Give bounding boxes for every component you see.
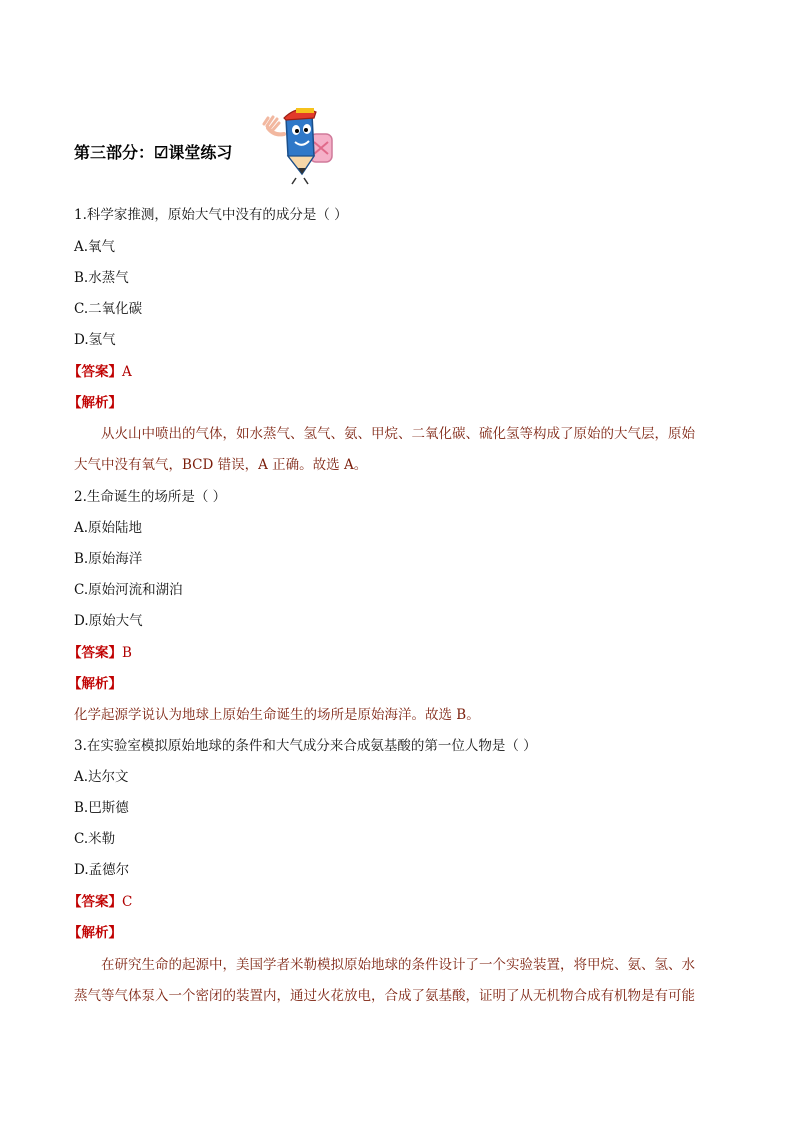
question-3-option-b: B.巴斯德 — [74, 800, 129, 816]
analysis-label: 【解析】 — [68, 676, 122, 692]
question-1-analysis-label — [68, 394, 122, 412]
answer-value: B — [122, 645, 132, 661]
question-1-option-a: A.氧气 — [74, 239, 116, 255]
analysis-text-line-2: 大气中没有氧气，BCD 错误，A 正确。故选 A。 — [74, 457, 368, 473]
section-title: 第三部分：☑课堂练习 — [74, 142, 233, 162]
answer-label: 【答案】 — [68, 364, 122, 380]
question-2-option-b: B.原始海洋 — [74, 551, 143, 567]
question-1-option-b: B.水蒸气 — [74, 270, 129, 286]
question-2-analysis: 化学起源学说认为地球上原始生命诞生的场所是原始海洋。故选 B。 — [74, 707, 480, 723]
answer-label: 【答案】 — [68, 645, 122, 661]
question-3-analysis — [74, 950, 716, 1012]
question-3-option-d: D.孟德尔 — [74, 862, 130, 878]
question-2-answer — [68, 644, 132, 662]
question-3-stem: 3.在实验室模拟原始地球的条件和大气成分来合成氨基酸的第一位人物是（ ） — [74, 738, 537, 754]
question-2-stem: 2.生命诞生的场所是（ ） — [74, 489, 227, 505]
question-2-option-a: A.原始陆地 — [74, 520, 143, 536]
question-3-analysis-label — [68, 924, 122, 942]
section-header — [74, 136, 232, 166]
question-2-analysis-label — [68, 675, 122, 693]
question-3-option-a: A.达尔文 — [74, 769, 129, 785]
answer-label: 【答案】 — [68, 894, 122, 910]
question-1-option-c: C.二氧化碳 — [74, 301, 143, 317]
answer-value: C — [122, 894, 133, 910]
question-2-option-d: D.原始大气 — [74, 613, 143, 629]
analysis-label: 【解析】 — [68, 925, 122, 941]
answer-value: A — [122, 364, 132, 380]
analysis-label: 【解析】 — [68, 395, 122, 411]
question-1-option-d: D.氢气 — [74, 332, 116, 348]
question-1-answer — [68, 363, 132, 381]
analysis-text-line-1: 在研究生命的起源中，美国学者米勒模拟原始地球的条件设计了一个实验装置，将甲烷、氨、氢、水 — [101, 957, 695, 973]
analysis-text-line-1: 从火山中喷出的气体，如水蒸气、氢气、氨、甲烷、二氧化碳、硫化氢等构成了原始的大气层，原始 — [101, 426, 695, 442]
question-1-analysis — [74, 419, 716, 481]
question-2-option-c: C.原始河流和湖泊 — [74, 582, 183, 598]
question-1-stem: 1.科学家推测，原始大气中没有的成分是（ ） — [74, 207, 348, 223]
question-3-option-c: C.米勒 — [74, 831, 116, 847]
analysis-text-line-2: 蒸气等气体泵入一个密闭的装置内，通过火花放电，合成了氨基酸，证明了从无机物合成有机物是有可能 — [74, 988, 695, 1004]
pencil-mascot-icon — [258, 104, 342, 188]
question-3-answer — [68, 893, 132, 911]
